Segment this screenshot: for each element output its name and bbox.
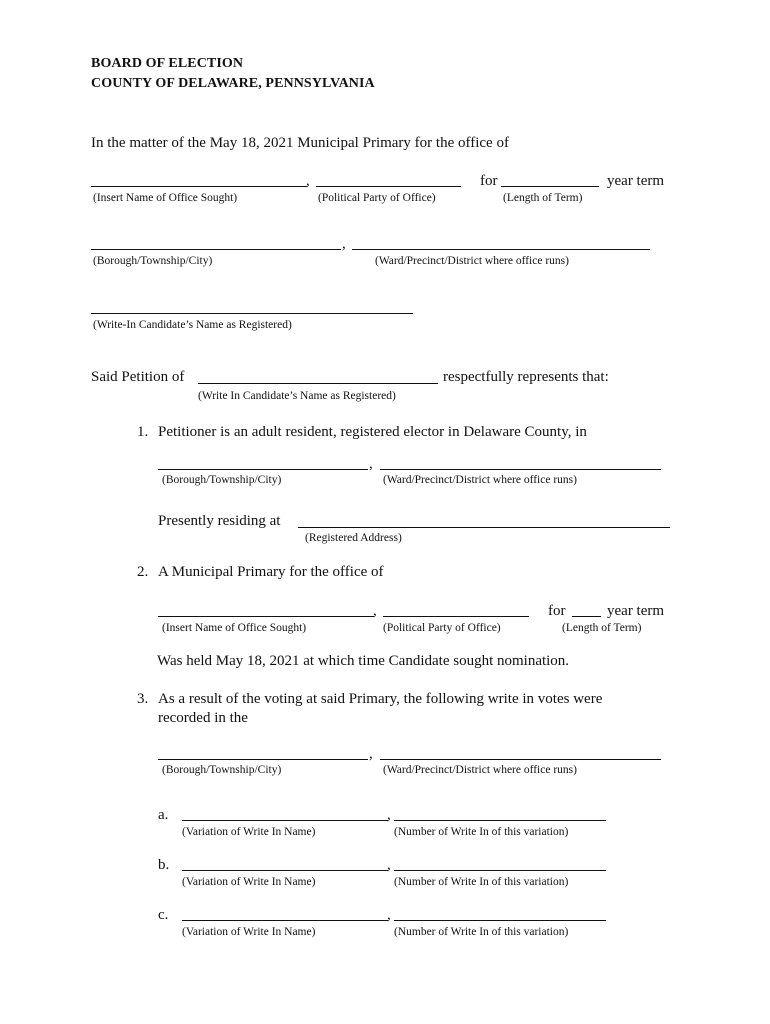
- registered-address-field[interactable]: [298, 527, 670, 528]
- intro-text: In the matter of the May 18, 2021 Municipal Primary for the office of: [91, 135, 509, 151]
- item-2-party-caption: (Political Party of Office): [383, 622, 501, 634]
- item-2-for-label: for: [548, 603, 566, 619]
- held-text: Was held May 18, 2021 at which time Candidate sought nomination.: [157, 653, 570, 669]
- year-term-label: year term: [607, 173, 665, 189]
- comma: ,: [387, 807, 391, 823]
- item-3-ward-field[interactable]: [380, 759, 661, 760]
- item-2-term-field[interactable]: [572, 616, 601, 617]
- candidate-name-field[interactable]: [91, 313, 413, 314]
- variation-b-number-caption: (Number of Write In of this variation): [394, 876, 569, 888]
- variation-c-name-caption: (Variation of Write In Name): [182, 926, 316, 938]
- petition-candidate-field[interactable]: [198, 383, 438, 384]
- political-party-field[interactable]: [316, 186, 461, 187]
- item-1-text: Petitioner is an adult resident, registered elector in Delaware County, in: [158, 424, 587, 440]
- item-3-text-line1: As a result of the voting at said Primary, the following write in votes were: [158, 691, 603, 707]
- variation-c-letter: c.: [158, 907, 169, 923]
- ward-field[interactable]: [352, 249, 650, 250]
- variation-b-name-caption: (Variation of Write In Name): [182, 876, 316, 888]
- comma: ,: [342, 236, 346, 252]
- ward-caption: (Ward/Precinct/District where office runs): [375, 255, 569, 267]
- political-party-caption: (Political Party of Office): [318, 192, 436, 204]
- item-2-term-caption: (Length of Term): [562, 622, 642, 634]
- item-2-office-caption: (Insert Name of Office Sought): [162, 622, 307, 634]
- item-2-number: 2.: [137, 564, 149, 580]
- item-3-borough-field[interactable]: [158, 759, 368, 760]
- registered-address-caption: (Registered Address): [305, 532, 402, 544]
- candidate-name-caption: (Write-In Candidate’s Name as Registered): [93, 319, 292, 331]
- residing-label: Presently residing at: [158, 513, 281, 529]
- comma: ,: [387, 907, 391, 923]
- item-2-text: A Municipal Primary for the office of: [158, 564, 384, 580]
- for-label: for: [480, 173, 498, 189]
- term-length-field[interactable]: [501, 186, 599, 187]
- item-1-number: 1.: [137, 424, 149, 440]
- item-3-text-line2: recorded in the: [158, 710, 248, 726]
- variation-c-number-field[interactable]: [394, 920, 606, 921]
- borough-caption: (Borough/Township/City): [93, 255, 213, 267]
- variation-a-number-caption: (Number of Write In of this variation): [394, 826, 569, 838]
- variation-a-number-field[interactable]: [394, 820, 606, 821]
- borough-field[interactable]: [91, 249, 341, 250]
- item-2-party-field[interactable]: [383, 616, 529, 617]
- office-sought-field[interactable]: [91, 186, 307, 187]
- county-title: COUNTY OF DELAWARE, PENNSYLVANIA: [91, 76, 375, 91]
- board-title: BOARD OF ELECTION: [91, 56, 244, 71]
- variation-a-letter: a.: [158, 807, 169, 823]
- comma: ,: [373, 603, 377, 619]
- item-2-year-term-label: year term: [607, 603, 665, 619]
- comma: ,: [387, 857, 391, 873]
- item-3-borough-caption: (Borough/Township/City): [162, 764, 282, 776]
- comma: ,: [369, 746, 373, 762]
- petition-suffix: respectfully represents that:: [443, 369, 609, 385]
- item-1-borough-field[interactable]: [158, 469, 368, 470]
- petition-candidate-caption: (Write In Candidate’s Name as Registered): [198, 390, 396, 402]
- variation-a-name-caption: (Variation of Write In Name): [182, 826, 316, 838]
- variation-b-name-field[interactable]: [182, 870, 388, 871]
- comma: ,: [369, 456, 373, 472]
- item-1-ward-field[interactable]: [380, 469, 661, 470]
- variation-b-number-field[interactable]: [394, 870, 606, 871]
- item-1-borough-caption: (Borough/Township/City): [162, 474, 282, 486]
- term-length-caption: (Length of Term): [503, 192, 583, 204]
- item-3-number: 3.: [137, 691, 149, 707]
- variation-b-letter: b.: [158, 857, 170, 873]
- item-3-ward-caption: (Ward/Precinct/District where office runs): [383, 764, 577, 776]
- office-sought-caption: (Insert Name of Office Sought): [93, 192, 238, 204]
- variation-c-name-field[interactable]: [182, 920, 388, 921]
- variation-a-name-field[interactable]: [182, 820, 388, 821]
- item-2-office-field[interactable]: [158, 616, 374, 617]
- variation-c-number-caption: (Number of Write In of this variation): [394, 926, 569, 938]
- petition-prefix: Said Petition of: [91, 369, 185, 385]
- item-1-ward-caption: (Ward/Precinct/District where office runs): [383, 474, 577, 486]
- comma: ,: [306, 173, 310, 189]
